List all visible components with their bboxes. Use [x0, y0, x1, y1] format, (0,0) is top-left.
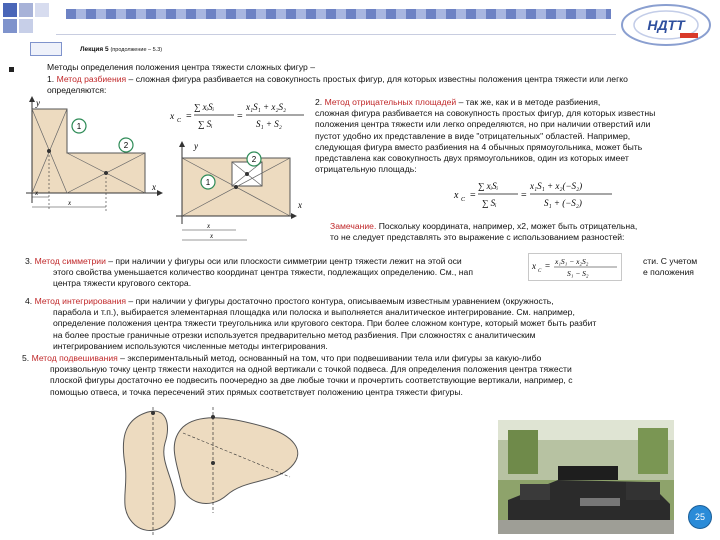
svg-text:=: =	[521, 190, 527, 201]
page-number: 25	[688, 505, 712, 529]
method-3-number: 3.	[25, 256, 33, 266]
method-2-name: Метод отрицательных площадей	[324, 97, 457, 107]
photo-monument	[498, 420, 674, 534]
method-2-line-3: пустот удобно их представление в виде "отрицательных" областей. Например,	[315, 130, 631, 141]
method-5-line-0: – экспериментальный метод, основанный на том, что при подвешивании тела или фигуры за какую-либо	[117, 353, 542, 363]
header-square	[3, 19, 17, 33]
method-2	[315, 97, 715, 175]
method-4	[25, 296, 715, 352]
method-3-text-b: этого свойства уменьшается количество координат центра тяжести, подлежащих определению. См., нап	[53, 267, 473, 278]
formula-difference	[529, 254, 621, 280]
formula-3-lhs: x	[532, 261, 536, 271]
fig2-axis-x: x	[298, 200, 302, 210]
suspension-figures	[115, 405, 325, 540]
method-1-number: 1.	[47, 74, 55, 84]
svg-text:=: =	[470, 190, 476, 201]
method-4-line-0: – при наличии у фигуры достаточно простого контура, описываемым известным уравнением (окружность,	[126, 296, 554, 306]
method-3-text-b-end: е положения	[643, 267, 694, 277]
fig2-dim-x1: x	[207, 222, 211, 230]
method-2-line-6: отрицательную площадь:	[315, 164, 417, 175]
formula-1-num1: ∑ xᵢSᵢ	[194, 102, 215, 112]
formula-2-num1: ∑ xᵢSᵢ	[478, 181, 499, 191]
method-4-line-2: определение положения центра тяжести треугольника или кругового сектора. При более сложном контуре, который может быть разбит	[53, 318, 597, 329]
logo-graphic	[618, 3, 714, 47]
method-4-number: 4.	[25, 296, 33, 306]
formula-2-den2: S₁ + (−S₂)	[544, 198, 582, 208]
header-line	[56, 34, 616, 35]
fig1-label-2: 2	[123, 141, 129, 150]
method-1-text-cont: определяются:	[47, 85, 107, 96]
header-square	[19, 3, 33, 17]
fig1-dim-x1: x	[35, 189, 39, 197]
method-2-line-1: сложная фигура разбивается на совокупность простых фигур, для которых известны	[315, 108, 656, 119]
fig1-label-1: 1	[76, 122, 82, 131]
formula-2-lhs: x	[454, 190, 459, 201]
remark-label: Замечание.	[330, 221, 377, 231]
svg-text:=: =	[237, 111, 243, 122]
logo-text: НДТТ	[647, 17, 685, 33]
method-4-line-1: парабола и т.п.), выбирается элементарная площадка или полоска и выполняется аналитическое интегрирование. См. например,	[53, 307, 575, 318]
figure-negative-area	[172, 138, 312, 248]
method-2-line-5: представлена как совокупность двух прямоугольников, один из которых имеет	[315, 153, 629, 164]
suspended-shape-2	[174, 418, 298, 504]
formula-decomposition	[168, 96, 308, 136]
method-5-line-2: плоской фигуры достаточно ее подвесить поочередно за две любые точки и прочертить соответствующие вертикали, например, с	[50, 375, 573, 386]
formula-1-den2: S₁ + S₂	[256, 119, 282, 129]
formula-negative-area	[452, 175, 617, 215]
remark-text-a: Поскольку координата, например, x2, может быть отрицательна,	[376, 221, 638, 231]
formula-1-den1: ∑ Sᵢ	[198, 119, 213, 129]
formula-3-lhs-sub: C	[538, 269, 542, 274]
method-4-name: Метод интегрирования	[34, 296, 127, 306]
lecture-title	[80, 46, 162, 53]
formula-1-lhs: x	[170, 112, 175, 122]
method-2-number: 2.	[315, 97, 323, 107]
remark	[330, 221, 710, 243]
method-5-name: Метод подвешивания	[31, 353, 118, 363]
header-square	[35, 3, 49, 17]
fig2-label-2: 2	[251, 155, 257, 164]
method-5-line-3: помощью отвеса, и точка пересечений этих прямых соответствует положению центра тяжести фигуры.	[50, 386, 463, 397]
formula-2-lhs-sub: C	[461, 197, 466, 203]
figure-l-shape	[22, 95, 167, 215]
lecture-label: Лекция 5	[80, 46, 109, 53]
header-mark	[30, 42, 62, 56]
formula-2-den1: ∑ Sᵢ	[482, 198, 497, 208]
fig2-axis-y: y	[194, 141, 198, 151]
formula-1-num2: x₁S₁ + x₂S₂	[246, 102, 287, 112]
method-4-line-4: интегрированием используются численные методы интегрирования.	[53, 340, 328, 351]
method-1-name: Метод разбиения	[56, 74, 127, 84]
fig1-axis-y: y	[36, 98, 40, 108]
formula-3-den: S₁ − S₂	[567, 269, 589, 278]
header-bar	[66, 9, 611, 19]
remark-text-b: то не следует представлять это выражение с использованием разностей:	[330, 232, 625, 243]
method-3-text-a-end: сти. С учетом	[643, 256, 698, 266]
method-3-text-a: – при наличии у фигуры оси или плоскости симметрии центр тяжести лежит на этой оси	[105, 256, 462, 266]
method-4-line-3: на более простые граничные отрезки используется предварительно метод разбиения. При сложностях с аналитическим	[53, 329, 536, 340]
fig1-axis-x: x	[152, 182, 156, 192]
method-5	[22, 353, 712, 398]
method-3-name: Метод симметрии	[34, 256, 106, 266]
method-5-line-1: произвольную точку центр тяжести находится на одной вертикали с точкой подвеса. Для определения положения центра тяжести	[50, 364, 572, 375]
intro-text: Методы определения положения центра тяжести сложных фигур –	[47, 62, 315, 72]
fig2-dim-x2: x	[210, 232, 214, 240]
photo-graphic	[498, 420, 674, 534]
method-3-text-c: центра тяжести кругового сектора.	[53, 278, 192, 289]
method-2-line-4: следующая фигура вместо разбиения на 4 обычных прямоугольника, может быть	[315, 141, 643, 152]
formula-2-num2: x₁S₁ + x₂(−S₂)	[530, 181, 583, 191]
formula-overlay	[528, 253, 622, 281]
lecture-note: (продолжение – 5.3)	[110, 47, 163, 53]
header-square	[19, 19, 33, 33]
svg-text:=: =	[545, 261, 551, 271]
fig1-dim-x2: x	[68, 199, 72, 207]
method-5-number: 5.	[22, 353, 30, 363]
method-2-line-0: – так же, как и в методе разбиения,	[456, 97, 601, 107]
svg-text:=: =	[186, 111, 192, 122]
method-2-line-2: положения центра тяжести или легко определяются, но при наличии отверстий или	[315, 119, 651, 130]
header-square	[3, 3, 17, 17]
formula-3-num: x₁S₁ − x₂S₂	[555, 257, 589, 266]
fig2-label-1: 1	[205, 178, 211, 187]
formula-1-lhs-sub: C	[177, 118, 182, 124]
method-1-text: – сложная фигура разбивается на совокупность простых фигур, для которых известны положения центра тяжести или легко	[126, 74, 628, 84]
logo	[618, 3, 714, 47]
suspended-shape-1	[123, 411, 175, 530]
bullet-icon	[9, 67, 14, 72]
method-1	[47, 74, 677, 96]
